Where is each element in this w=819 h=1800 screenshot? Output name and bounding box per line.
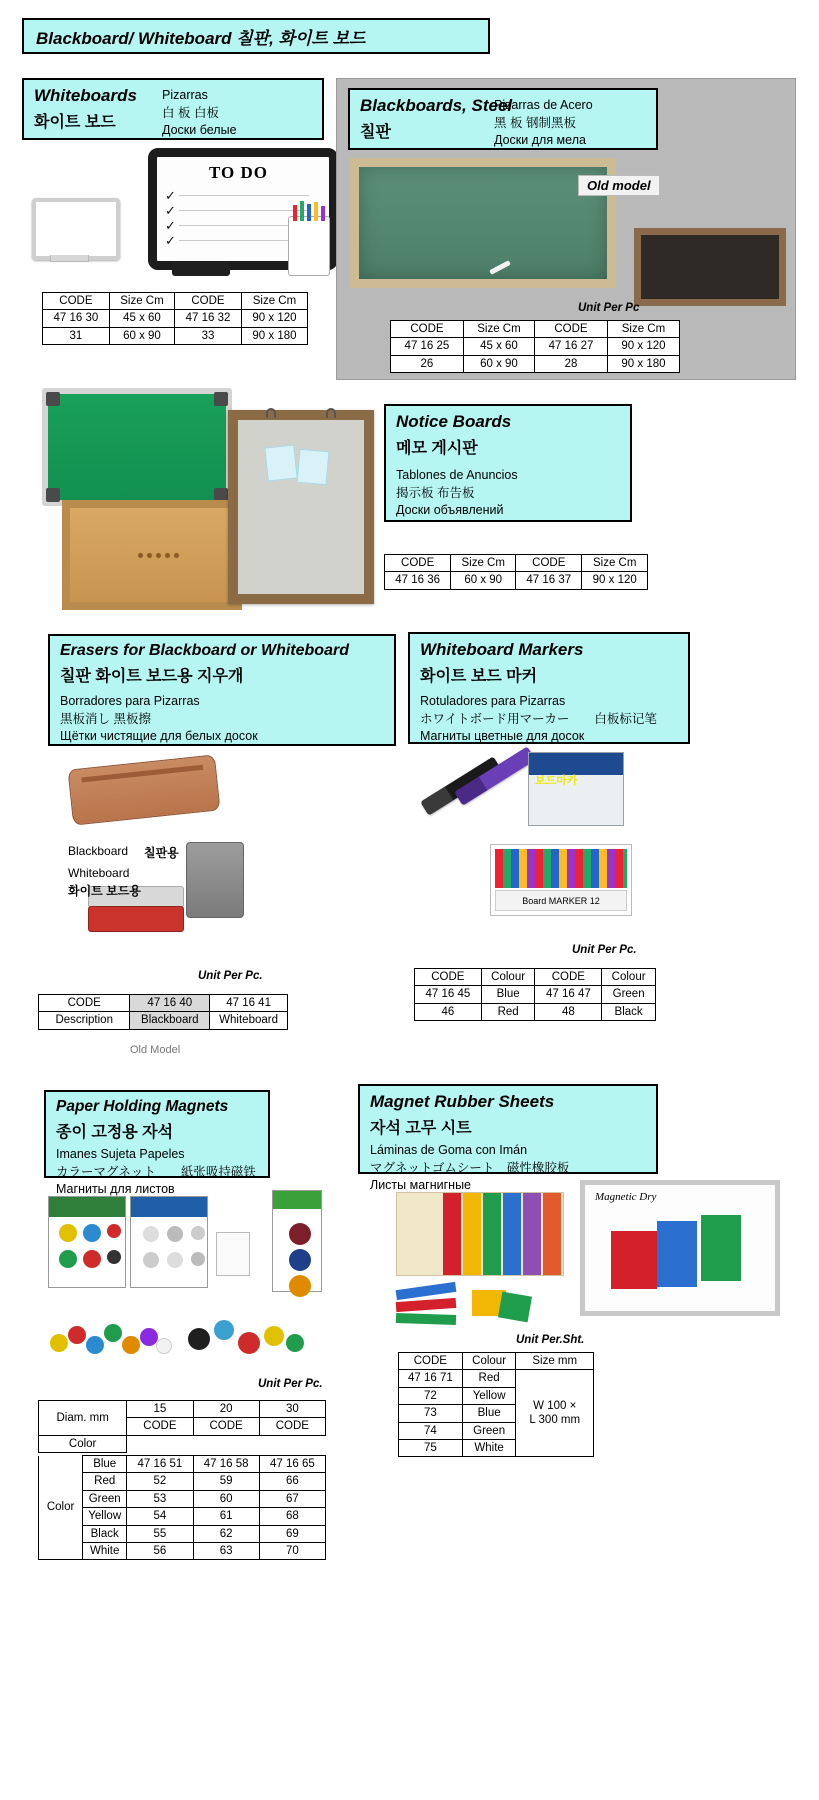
marker-box-image [528, 752, 624, 826]
mk-r1c3: Black [602, 1003, 656, 1020]
magnet-blister-image [216, 1232, 250, 1276]
magnet-pack-1-image [48, 1196, 126, 1288]
rs-th-1: Colour [462, 1353, 516, 1370]
whiteboard-small-image [32, 198, 120, 260]
paper-magnets-table [38, 1400, 326, 1453]
nb-r0c1: 60 x 90 [451, 572, 516, 589]
pm-code-h1: CODE [127, 1418, 193, 1435]
rs-colour-0: Red [462, 1370, 516, 1387]
pm-sub3: Магниты для листов [56, 1182, 175, 1197]
er-r1c1: Blackboard [130, 1012, 210, 1029]
bb-th-3: Size Cm [607, 321, 679, 338]
rs-size [516, 1370, 594, 1457]
notice-boards-header [384, 404, 632, 522]
pm-15-0: 47 16 51 [127, 1456, 193, 1473]
bb-th-0: CODE [391, 321, 464, 338]
pm-30-5: 70 [259, 1542, 325, 1559]
wb-r0c3: 90 x 120 [241, 310, 307, 327]
markers-unit-label: Unit Per Pc. [572, 944, 637, 956]
rubber-sheets-unit-label: Unit Per.Sht. [516, 1334, 585, 1346]
marker-set-image [490, 844, 632, 916]
markers-sub2: ホワイトボード用マーカー 白板标记笔 [420, 711, 657, 726]
whiteboards-sub3: Доски белые [162, 123, 237, 138]
pm-30-1: 66 [259, 1473, 325, 1490]
markers-title: Whiteboard Markers [420, 640, 584, 659]
pen-cup-image [288, 216, 330, 276]
mk-r1c1: Red [481, 1003, 535, 1020]
rs-title: Magnet Rubber Sheets [370, 1092, 555, 1111]
blackboards-sub1: Pizarras de Acero [494, 98, 593, 112]
markers-header [408, 632, 690, 744]
wb-r1c2: 33 [175, 327, 242, 344]
whiteboards-korean: 화이트 보드 [34, 114, 116, 131]
pm-color-5: White [83, 1542, 127, 1559]
marker-set-label: Board MARKER 12 [495, 890, 627, 911]
rs-colour-4: White [462, 1439, 516, 1456]
pm-size-30: 30 [259, 1401, 325, 1418]
pm-20-2: 60 [193, 1490, 259, 1507]
rubber-sheets-table [398, 1352, 594, 1457]
mk-th-2: CODE [535, 969, 602, 986]
chalkboard-brown-image [634, 228, 786, 306]
nb-th-2: CODE [516, 555, 582, 572]
magnet-pins-image [188, 1316, 308, 1368]
rs-colour-2: Blue [462, 1405, 516, 1422]
pm-20-5: 63 [193, 1542, 259, 1559]
blackboards-steel-header [348, 88, 658, 150]
pm-15-4: 55 [127, 1525, 193, 1542]
notice-sub3: Доски объявлений [396, 503, 504, 518]
blackboards-sub3: Доски для мела [494, 133, 586, 148]
pm-sub1: Imanes Sujeta Papeles [56, 1147, 185, 1161]
pm-sub2: カラーマグネット 紙张吸持磁铁 [56, 1164, 256, 1179]
pm-title: Paper Holding Magnets [56, 1098, 229, 1115]
table-row [391, 355, 680, 372]
table-row [39, 995, 288, 1012]
wb-r0c1: 45 x 60 [109, 310, 174, 327]
pm-20-0: 47 16 58 [193, 1456, 259, 1473]
pm-15-1: 52 [127, 1473, 193, 1490]
rs-colour-1: Yellow [462, 1387, 516, 1404]
pm-30-4: 69 [259, 1525, 325, 1542]
whiteboard-todo-image: TO DO ✓ ✓ ✓ ✓ [148, 148, 338, 270]
pm-color-label: Color [39, 1435, 127, 1452]
bb-r1c1: 60 x 90 [463, 355, 534, 372]
pm-15-2: 53 [127, 1490, 193, 1507]
erasers-table [38, 994, 288, 1030]
pm-color-0: Blue [83, 1456, 127, 1473]
table-header-row [399, 1353, 594, 1370]
notice-korean: 메모 게시판 [396, 440, 478, 457]
erasers-old-model-note: Old Model [130, 1044, 181, 1056]
bb-th-2: CODE [535, 321, 608, 338]
whiteboards-title: Whiteboards [34, 86, 137, 105]
rs-sub3: Листы магнигные [370, 1178, 472, 1193]
erasers-korean: 칠판 화이트 보드용 지우개 [60, 668, 244, 685]
er-r1c0: Description [39, 1012, 130, 1029]
erasers-sub1: Borradores para Pizarras [60, 694, 200, 708]
bb-r1c2: 28 [535, 355, 608, 372]
pm-20-1: 59 [193, 1473, 259, 1490]
pm-30-2: 67 [259, 1490, 325, 1507]
er-r1c2: Whiteboard [210, 1012, 288, 1029]
chalkboard-green-image [350, 158, 616, 288]
pm-size-20: 20 [193, 1401, 259, 1418]
todo-text: TO DO [209, 163, 269, 182]
notice-sub1: Tablones de Anuncios [396, 468, 518, 482]
bb-r0c2: 47 16 27 [535, 338, 608, 355]
paper-magnets-body-table [38, 1455, 326, 1560]
rs-code-0: 47 16 71 [399, 1370, 463, 1387]
pm-15-5: 56 [127, 1542, 193, 1559]
pm-diam-label: Diam. mm [39, 1401, 127, 1436]
caption-whiteboard-kr: 화이트 보드용 [68, 884, 141, 898]
whiteboards-header [22, 78, 324, 140]
erasers-header [48, 634, 396, 746]
table-row [39, 1456, 326, 1473]
wb-th-0: CODE [43, 293, 110, 310]
erasers-sub3: Щётки чистящие для белых досок [60, 729, 258, 744]
pm-15-3: 54 [127, 1508, 193, 1525]
erasers-sub2: 黒板消し 黑板擦 [60, 711, 151, 726]
wb-th-1: Size Cm [109, 293, 174, 310]
rs-code-1: 72 [399, 1387, 463, 1404]
notice-sub2: 揭示板 布告板 [396, 485, 475, 500]
mk-r0c2: 47 16 47 [535, 986, 602, 1003]
markers-sub3: Магниты цветные для досок [420, 729, 585, 744]
mk-r0c3: Green [602, 986, 656, 1003]
blackboards-sub2: 黑 板 钢制黑板 [494, 115, 576, 130]
blackboards-title: Blackboards, Steel [360, 96, 513, 115]
magnetic-board-label: Magnetic Dry [595, 1191, 657, 1203]
nb-th-0: CODE [385, 555, 451, 572]
rubber-sheets-header [358, 1084, 658, 1193]
marker-tray [172, 262, 230, 276]
nb-r0c2: 47 16 37 [516, 572, 582, 589]
rubber-strips-image [396, 1284, 546, 1332]
caption-blackboard-kr: 칠판용 [144, 846, 179, 860]
table-header-row [385, 555, 648, 572]
whiteboards-sub2: 白 板 白板 [162, 105, 219, 120]
whiteboard-eraser-grey-image [186, 842, 244, 918]
magnet-pack-2-image [130, 1196, 208, 1288]
paper-magnets-header [44, 1090, 270, 1197]
rs-size-line2: L 300 mm [529, 1414, 581, 1427]
page-title: Blackboard/ Whiteboard 칠판, 화이트 보드 [22, 18, 490, 54]
pm-20-4: 62 [193, 1525, 259, 1542]
blackboards-korean: 칠판 [360, 124, 391, 141]
pm-size-15: 15 [127, 1401, 193, 1418]
pm-code-h3: CODE [259, 1418, 325, 1435]
blackboards-steel-table [390, 320, 680, 373]
rs-sub2: マグネットゴムシート 磁性橡胶板 [370, 1160, 570, 1175]
magnet-pack-3-image [272, 1190, 322, 1292]
table-row [385, 572, 648, 589]
pm-korean: 종이 고정용 자석 [56, 1124, 174, 1141]
er-r0c2: 47 16 41 [210, 995, 288, 1012]
wb-th-3: Size Cm [241, 293, 307, 310]
whiteboards-table [42, 292, 308, 345]
table-header-row [43, 293, 308, 310]
rs-th-2: Size mm [516, 1353, 594, 1370]
mk-r0c0: 47 16 45 [415, 986, 482, 1003]
pm-color-2: Green [83, 1490, 127, 1507]
table-row [43, 327, 308, 344]
loose-magnets-image [48, 1320, 178, 1364]
bb-r1c3: 90 x 180 [607, 355, 679, 372]
notice-boards-table [384, 554, 648, 590]
old-model-badge: Old model [578, 175, 660, 196]
paper-magnets-unit-label: Unit Per Pc. [258, 1378, 323, 1390]
table-header-row [391, 321, 680, 338]
table-row [399, 1370, 594, 1387]
rs-sub1: Láminas de Goma con Imán [370, 1143, 528, 1157]
markers-korean: 화이트 보드 마커 [420, 668, 538, 685]
rs-korean: 자석 고무 시트 [370, 1120, 472, 1137]
notice-title: Notice Boards [396, 412, 512, 431]
nb-th-3: Size Cm [582, 555, 648, 572]
rs-colour-3: Green [462, 1422, 516, 1439]
wb-r0c0: 47 16 30 [43, 310, 110, 327]
rs-size-line1: W 100 × [533, 1399, 577, 1412]
notice-board-image [228, 410, 374, 604]
nb-r0c0: 47 16 36 [385, 572, 451, 589]
caption-blackboard-en: Blackboard [68, 844, 129, 858]
wb-r1c1: 60 x 90 [109, 327, 174, 344]
table-row [39, 1012, 288, 1029]
whiteboards-sub1: Pizarras [162, 88, 208, 102]
bb-r1c0: 26 [391, 355, 464, 372]
table-row [39, 1435, 326, 1452]
er-r0c1: 47 16 40 [130, 995, 210, 1012]
pm-color-header: Color [39, 1456, 83, 1560]
pm-color-4: Black [83, 1525, 127, 1542]
pm-30-0: 47 16 65 [259, 1456, 325, 1473]
nb-r0c3: 90 x 120 [582, 572, 648, 589]
bb-th-1: Size Cm [463, 321, 534, 338]
mk-th-3: Colour [602, 969, 656, 986]
rs-code-4: 75 [399, 1439, 463, 1456]
table-header-row [415, 969, 656, 986]
caption-whiteboard-en: Whiteboard [68, 866, 130, 880]
pm-code-h2: CODE [193, 1418, 259, 1435]
nb-th-1: Size Cm [451, 555, 516, 572]
table-row [415, 986, 656, 1003]
pm-20-3: 61 [193, 1508, 259, 1525]
mk-th-1: Colour [481, 969, 535, 986]
table-row [43, 310, 308, 327]
bb-r0c0: 47 16 25 [391, 338, 464, 355]
mk-th-0: CODE [415, 969, 482, 986]
green-board-image [42, 388, 232, 506]
pm-30-3: 68 [259, 1508, 325, 1525]
wb-r1c3: 90 x 180 [241, 327, 307, 344]
mk-r1c2: 48 [535, 1003, 602, 1020]
marker-box-label: 보드마카 [535, 774, 578, 787]
er-r0c0: CODE [39, 995, 130, 1012]
rubber-sheets-stack-image [396, 1192, 564, 1276]
cork-board-image [62, 500, 242, 610]
table-row [391, 338, 680, 355]
wb-th-2: CODE [175, 293, 242, 310]
blackboards-unit-label: Unit Per Pc [578, 302, 640, 314]
table-row [415, 1003, 656, 1020]
pm-color-1: Red [83, 1473, 127, 1490]
wb-r0c2: 47 16 32 [175, 310, 242, 327]
bb-r0c1: 45 x 60 [463, 338, 534, 355]
markers-sub1: Rotuladores para Pizarras [420, 694, 566, 708]
pm-color-3: Yellow [83, 1508, 127, 1525]
rs-th-0: CODE [399, 1353, 463, 1370]
mk-r1c0: 46 [415, 1003, 482, 1020]
mk-r0c1: Blue [481, 986, 535, 1003]
table-header-row [39, 1401, 326, 1418]
wb-r1c0: 31 [43, 327, 110, 344]
whiteboard-eraser-red-image [88, 906, 184, 932]
magnetic-dry-board-image [580, 1180, 780, 1316]
markers-table [414, 968, 656, 1021]
rs-code-2: 73 [399, 1405, 463, 1422]
rs-code-3: 74 [399, 1422, 463, 1439]
blackboard-eraser-image [67, 754, 220, 825]
erasers-unit-label: Unit Per Pc. [198, 970, 263, 982]
erasers-title: Erasers for Blackboard or Whiteboard [60, 642, 349, 659]
bb-r0c3: 90 x 120 [607, 338, 679, 355]
